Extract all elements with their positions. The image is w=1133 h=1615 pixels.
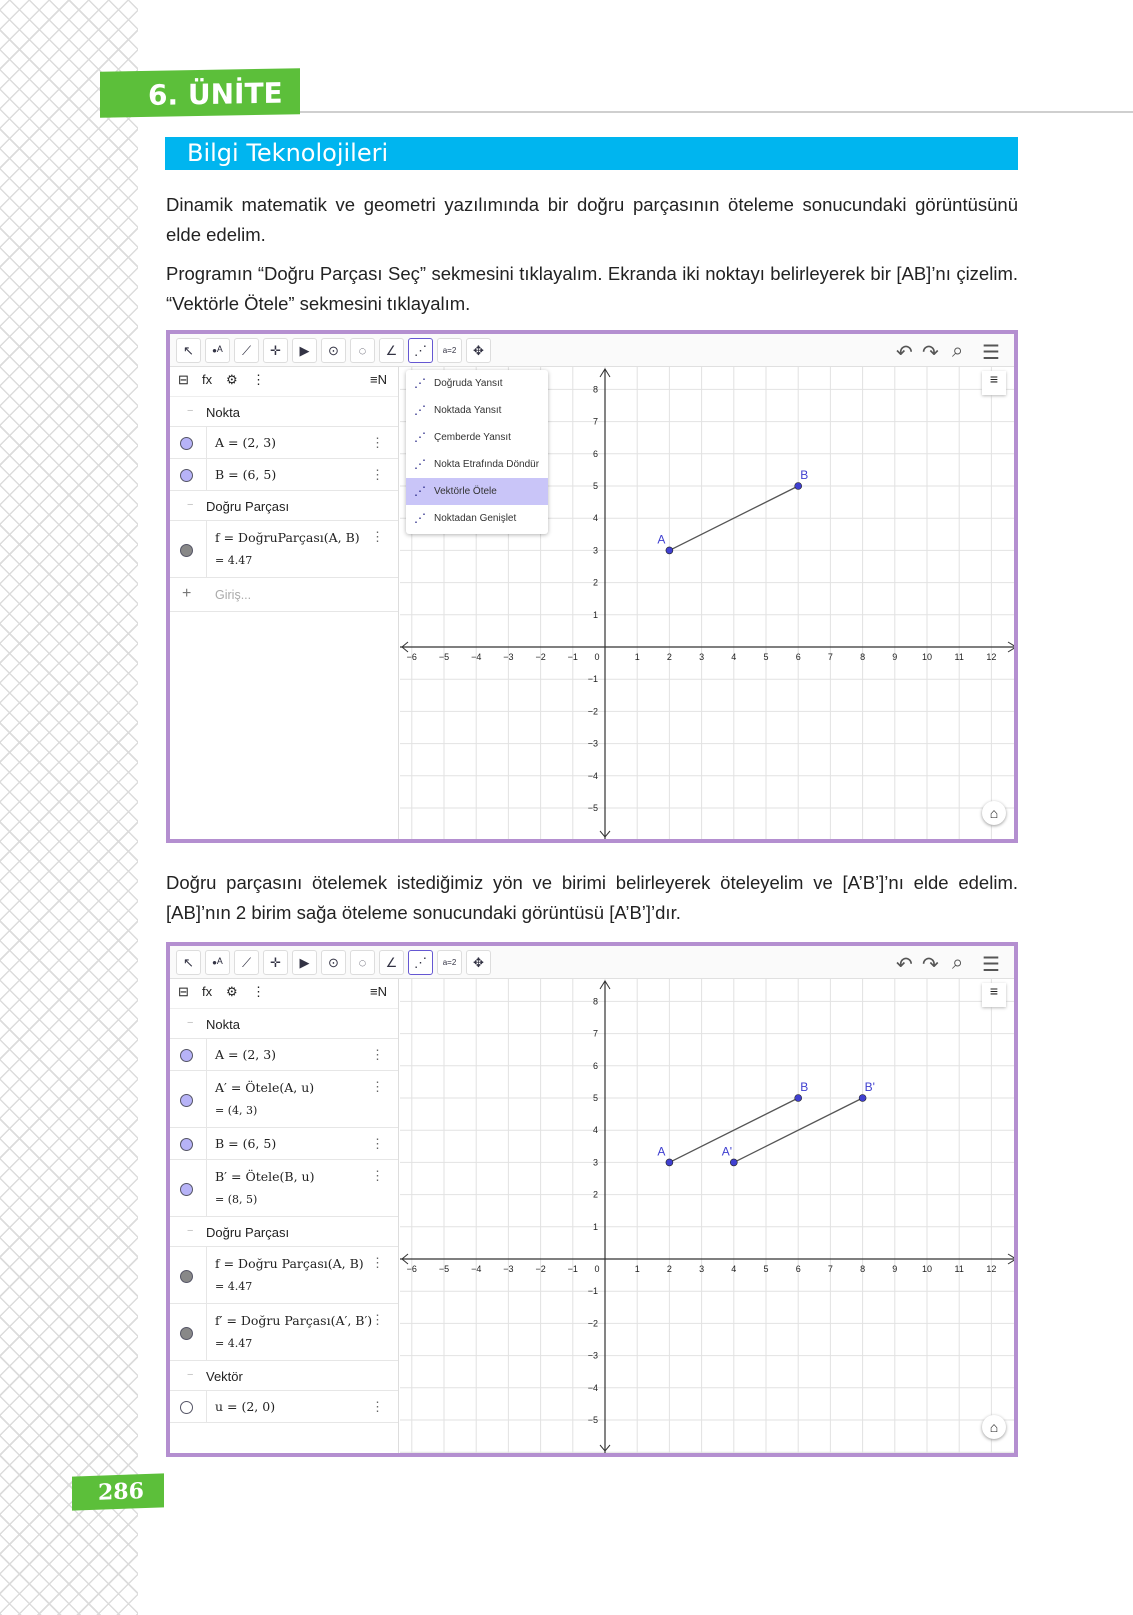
algebra-expression: f = Doğru Parçası(A, B): [215, 1256, 364, 1271]
algebra-row[interactable]: [170, 1247, 398, 1304]
x-tick-label: −4: [471, 652, 482, 662]
x-tick-label: 12: [986, 1264, 997, 1274]
line-icon[interactable]: ⟋: [234, 950, 259, 975]
x-tick-label: 2: [666, 1264, 672, 1274]
x-tick-label: 11: [954, 652, 964, 662]
visibility-toggle[interactable]: [180, 544, 193, 557]
undo-icon[interactable]: ↶: [896, 342, 913, 364]
page-number: 286: [72, 1473, 164, 1510]
point: [795, 483, 802, 490]
point-label: B: [800, 1080, 809, 1094]
visibility-toggle[interactable]: [180, 1327, 193, 1340]
y-tick-label: 4: [592, 513, 598, 524]
y-tick-label: 3: [592, 545, 598, 556]
x-tick-label: 9: [892, 652, 898, 662]
paragraph-intro: Dinamik matematik ve geometri yazılımında bir doğru parçasının öteleme sonucundaki görüntüsünü elde edelim.: [166, 194, 1018, 245]
visibility-toggle[interactable]: [180, 1270, 193, 1283]
perpendicular-icon[interactable]: ✛: [263, 338, 288, 363]
x-tick-label: 1: [634, 652, 640, 662]
x-tick-label: 1: [634, 1264, 640, 1274]
redo-icon[interactable]: ↷: [922, 954, 939, 976]
row-divider: [206, 1071, 207, 1127]
x-tick-label: −5: [438, 1264, 450, 1274]
row-menu-icon[interactable]: ⋮: [371, 1399, 384, 1414]
algebra-expression: B = (6, 5): [215, 1136, 277, 1151]
visibility-toggle[interactable]: [180, 1183, 193, 1196]
x-tick-label: 3: [699, 652, 705, 662]
circle-icon[interactable]: ⊙: [321, 950, 346, 975]
algebra-group[interactable]: − Vektör: [170, 1361, 398, 1391]
x-tick-label: 4: [731, 652, 737, 662]
algebra-row[interactable]: [170, 521, 398, 578]
input-placeholder: Giriş...: [215, 588, 252, 602]
algebra-expression: u = (2, 0): [215, 1399, 276, 1414]
y-tick-label: −1: [587, 674, 598, 685]
x-tick-label: 9: [892, 1264, 898, 1274]
point: [730, 1159, 737, 1166]
circle-three-points-icon[interactable]: ◌: [350, 950, 375, 975]
move-view-icon[interactable]: ✥: [466, 950, 491, 975]
y-tick-label: 2: [592, 1189, 598, 1200]
x-tick-label: 7: [827, 652, 833, 662]
algebra-value: = 4.47: [215, 1280, 253, 1293]
y-tick-label: 2: [592, 577, 598, 588]
algebra-expression: B′ = Ötele(B, u): [215, 1169, 315, 1184]
algebra-group[interactable]: − Doğru Parçası: [170, 491, 398, 521]
x-tick-label: −4: [471, 1264, 482, 1274]
undo-icon[interactable]: ↶: [896, 954, 913, 976]
tree-icon[interactable]: ⊟: [178, 984, 189, 999]
y-tick-label: 6: [592, 448, 598, 459]
algebra-value: = 4.47: [215, 554, 253, 567]
menu-icon[interactable]: ☰: [982, 954, 1000, 976]
algebra-value: = (8, 5): [215, 1193, 258, 1206]
y-tick-label: 1: [592, 609, 598, 620]
x-tick-label: 2: [666, 652, 672, 662]
line-icon[interactable]: ⟋: [234, 338, 259, 363]
visibility-toggle[interactable]: [180, 1094, 193, 1107]
point-icon[interactable]: •ᴬ: [205, 338, 230, 363]
y-tick-label: 1: [592, 1221, 598, 1232]
point-label: A': [721, 1144, 733, 1159]
algebra-row[interactable]: [170, 427, 398, 459]
y-tick-label: −4: [587, 770, 598, 781]
x-tick-label: −5: [438, 652, 450, 662]
gear-icon[interactable]: ⚙: [226, 372, 238, 387]
y-tick-label: −3: [587, 1350, 598, 1361]
row-divider: [206, 521, 207, 577]
algebra-group[interactable]: − Doğru Parçası: [170, 1217, 398, 1247]
graphics-view[interactable]: [400, 979, 1014, 1453]
dropdown-item[interactable]: ⋰ Vektörle Ötele: [406, 478, 548, 505]
angle-icon[interactable]: ∠: [379, 338, 404, 363]
dropdown-item[interactable]: ⋰ Noktadan Genişlet: [406, 505, 548, 532]
polygon-icon[interactable]: ▶: [292, 338, 317, 363]
algebra-value: = 4.47: [215, 1337, 253, 1350]
row-divider: [206, 1128, 207, 1159]
y-tick-label: 5: [592, 481, 598, 491]
y-tick-label: −5: [587, 803, 598, 813]
x-tick-label: −6: [406, 652, 417, 662]
paragraph-step1: Programın “Doğru Parçası Seç” sekmesini tıklayalım. Ekranda iki noktayı belirleyerek bir [AB]’nı çizelim. “Vektörle Ötele” sekmesini tıklayalım.: [166, 263, 1018, 314]
y-tick-label: −2: [587, 706, 598, 717]
algebra-view: [170, 367, 399, 839]
style-bar-icon[interactable]: ≡: [982, 983, 1006, 1007]
x-tick-label: 11: [954, 1264, 964, 1274]
point-icon[interactable]: •ᴬ: [205, 950, 230, 975]
y-tick-label: 8: [592, 996, 598, 1007]
x-tick-label: 0: [594, 652, 600, 662]
circle-three-points-icon[interactable]: ◌: [350, 338, 375, 363]
algebra-row[interactable]: [170, 1391, 398, 1423]
slider-icon[interactable]: a=2: [437, 950, 462, 975]
x-tick-label: 5: [763, 1264, 769, 1274]
y-tick-label: −1: [587, 1286, 598, 1297]
tree-icon[interactable]: ⊟: [178, 372, 189, 387]
y-tick-label: 7: [592, 1028, 598, 1039]
move-view-icon[interactable]: ✥: [466, 338, 491, 363]
y-tick-label: −2: [587, 1318, 598, 1329]
point-label: B': [864, 1080, 875, 1094]
visibility-toggle[interactable]: [180, 1138, 193, 1151]
row-menu-icon[interactable]: ⋮: [371, 467, 384, 482]
x-tick-label: 8: [860, 1264, 866, 1274]
divider: [300, 111, 1133, 113]
geogebra-window-1: [166, 330, 1018, 843]
y-tick-label: −4: [587, 1382, 598, 1393]
more-icon[interactable]: ⋮: [252, 372, 265, 387]
point-label: B: [800, 468, 809, 482]
slider-icon[interactable]: a=2: [437, 338, 462, 363]
home-icon[interactable]: ⌂: [982, 1415, 1006, 1439]
row-menu-icon[interactable]: ⋮: [371, 1312, 384, 1327]
x-tick-label: −1: [567, 1264, 578, 1274]
x-tick-label: 6: [795, 1264, 801, 1274]
y-tick-label: 4: [592, 1125, 598, 1136]
row-menu-icon[interactable]: ⋮: [371, 1079, 384, 1094]
y-tick-label: 5: [592, 1093, 598, 1103]
more-icon[interactable]: ⋮: [252, 984, 265, 999]
polygon-icon[interactable]: ▶: [292, 950, 317, 975]
dropdown-item[interactable]: ⋰ Doğruda Yansıt: [406, 370, 548, 397]
coordinate-plane[interactable]: [400, 979, 1014, 1453]
visibility-toggle[interactable]: [180, 437, 193, 450]
menu-icon[interactable]: ☰: [982, 342, 1000, 364]
dropdown-item[interactable]: ⋰ Noktada Yansıt: [406, 397, 548, 424]
visibility-toggle[interactable]: [180, 1049, 193, 1062]
x-tick-label: −2: [535, 652, 546, 662]
x-tick-label: 0: [594, 1264, 600, 1274]
row-menu-icon[interactable]: ⋮: [371, 1255, 384, 1270]
x-tick-label: 4: [731, 1264, 737, 1274]
x-tick-label: −2: [535, 1264, 546, 1274]
toolbar: [170, 946, 1014, 979]
x-tick-label: 7: [827, 1264, 833, 1274]
x-tick-label: 6: [795, 652, 801, 662]
algebra-row[interactable]: [170, 1039, 398, 1071]
perpendicular-icon[interactable]: ✛: [263, 950, 288, 975]
section-title: Bilgi Teknolojileri: [165, 137, 1018, 170]
x-tick-label: −6: [406, 1264, 417, 1274]
visibility-toggle[interactable]: [180, 1401, 193, 1414]
row-divider: [206, 459, 207, 490]
unit-banner: 6. ÜNİTE: [100, 68, 300, 117]
decorative-pattern: [0, 0, 138, 1615]
row-divider: [206, 427, 207, 458]
algebra-expression: A = (2, 3): [215, 1047, 277, 1062]
y-tick-label: −3: [587, 738, 598, 749]
y-tick-label: 6: [592, 1060, 598, 1071]
circle-icon[interactable]: ⊙: [321, 338, 346, 363]
fx-icon[interactable]: fx: [202, 372, 213, 387]
algebra-expression: f′ = Doğru Parçası(A′, B′): [215, 1313, 373, 1328]
point-label: A: [657, 1144, 666, 1159]
row-menu-icon[interactable]: ⋮: [371, 435, 384, 450]
row-divider: [206, 1247, 207, 1303]
x-tick-label: 5: [763, 652, 769, 662]
algebra-row[interactable]: [170, 459, 398, 491]
algebra-toolbar: [170, 979, 398, 1009]
algebra-group[interactable]: − Nokta: [170, 1009, 398, 1039]
x-tick-label: 10: [921, 1264, 933, 1274]
angle-icon[interactable]: ∠: [379, 950, 404, 975]
x-tick-label: 3: [699, 1264, 705, 1274]
point: [795, 1095, 802, 1102]
row-divider: [206, 1391, 207, 1422]
redo-icon[interactable]: ↷: [922, 342, 939, 364]
style-bar-icon[interactable]: ≡: [982, 371, 1006, 395]
fx-icon[interactable]: fx: [202, 984, 213, 999]
translate-icon[interactable]: ⋰: [408, 338, 433, 363]
algebra-input[interactable]: [170, 578, 398, 612]
algebra-row[interactable]: [170, 1160, 398, 1217]
y-tick-label: 8: [592, 384, 598, 395]
row-divider: [206, 1039, 207, 1070]
algebra-expression: B = (6, 5): [215, 467, 277, 482]
algebra-row[interactable]: [170, 1128, 398, 1160]
row-menu-icon[interactable]: ⋮: [371, 529, 384, 544]
x-tick-label: −3: [503, 652, 514, 662]
x-tick-label: 8: [860, 652, 866, 662]
search-icon[interactable]: ⌕: [952, 340, 964, 362]
algebra-toolbar: [170, 367, 398, 397]
x-tick-label: −1: [567, 652, 578, 662]
algebra-expression: f = DoğruParçası(A, B): [215, 530, 360, 545]
sort-icon[interactable]: ≡N: [370, 372, 387, 387]
search-icon[interactable]: ⌕: [952, 952, 964, 974]
point: [666, 1159, 673, 1166]
algebra-expression: A′ = Ötele(A, u): [215, 1080, 315, 1095]
algebra-group[interactable]: − Nokta: [170, 397, 398, 427]
move-icon[interactable]: ↖: [176, 950, 201, 975]
dropdown-item[interactable]: ⋰ Çemberde Yansıt: [406, 424, 548, 451]
tool-dropdown-menu: [406, 370, 548, 534]
y-tick-label: 7: [592, 416, 598, 427]
plus-icon[interactable]: +: [182, 585, 192, 602]
translate-icon[interactable]: ⋰: [408, 950, 433, 975]
geogebra-window-2: [166, 942, 1018, 1457]
move-icon[interactable]: ↖: [176, 338, 201, 363]
algebra-row[interactable]: [170, 1071, 398, 1128]
algebra-value: = (4, 3): [215, 1104, 258, 1117]
x-tick-label: 12: [986, 652, 997, 662]
point-label: A: [657, 532, 666, 547]
point: [666, 547, 673, 554]
x-tick-label: −3: [503, 1264, 514, 1274]
row-divider: [206, 1160, 207, 1216]
paragraph-step2: Doğru parçasını ötelemek istediğimiz yön ve birimi belirleyerek öteleyelim ve [A’B’]’nı elde edelim. [AB]’nın 2 birim sağa öteleme sonucundaki görüntüsü [A’B’]’dır.: [166, 872, 1018, 923]
home-icon[interactable]: ⌂: [982, 801, 1006, 825]
algebra-row[interactable]: [170, 1304, 398, 1361]
sort-icon[interactable]: ≡N: [370, 984, 387, 999]
y-tick-label: −5: [587, 1415, 598, 1425]
row-menu-icon[interactable]: ⋮: [371, 1047, 384, 1062]
point: [859, 1095, 866, 1102]
algebra-expression: A = (2, 3): [215, 435, 277, 450]
dropdown-item[interactable]: ⋰ Nokta Etrafında Döndür: [406, 451, 548, 478]
y-tick-label: 3: [592, 1157, 598, 1168]
row-menu-icon[interactable]: ⋮: [371, 1136, 384, 1151]
algebra-view: [170, 979, 399, 1453]
row-divider: [206, 1304, 207, 1360]
gear-icon[interactable]: ⚙: [226, 984, 238, 999]
toolbar: [170, 334, 1014, 367]
visibility-toggle[interactable]: [180, 469, 193, 482]
x-tick-label: 10: [921, 652, 933, 662]
row-menu-icon[interactable]: ⋮: [371, 1168, 384, 1183]
